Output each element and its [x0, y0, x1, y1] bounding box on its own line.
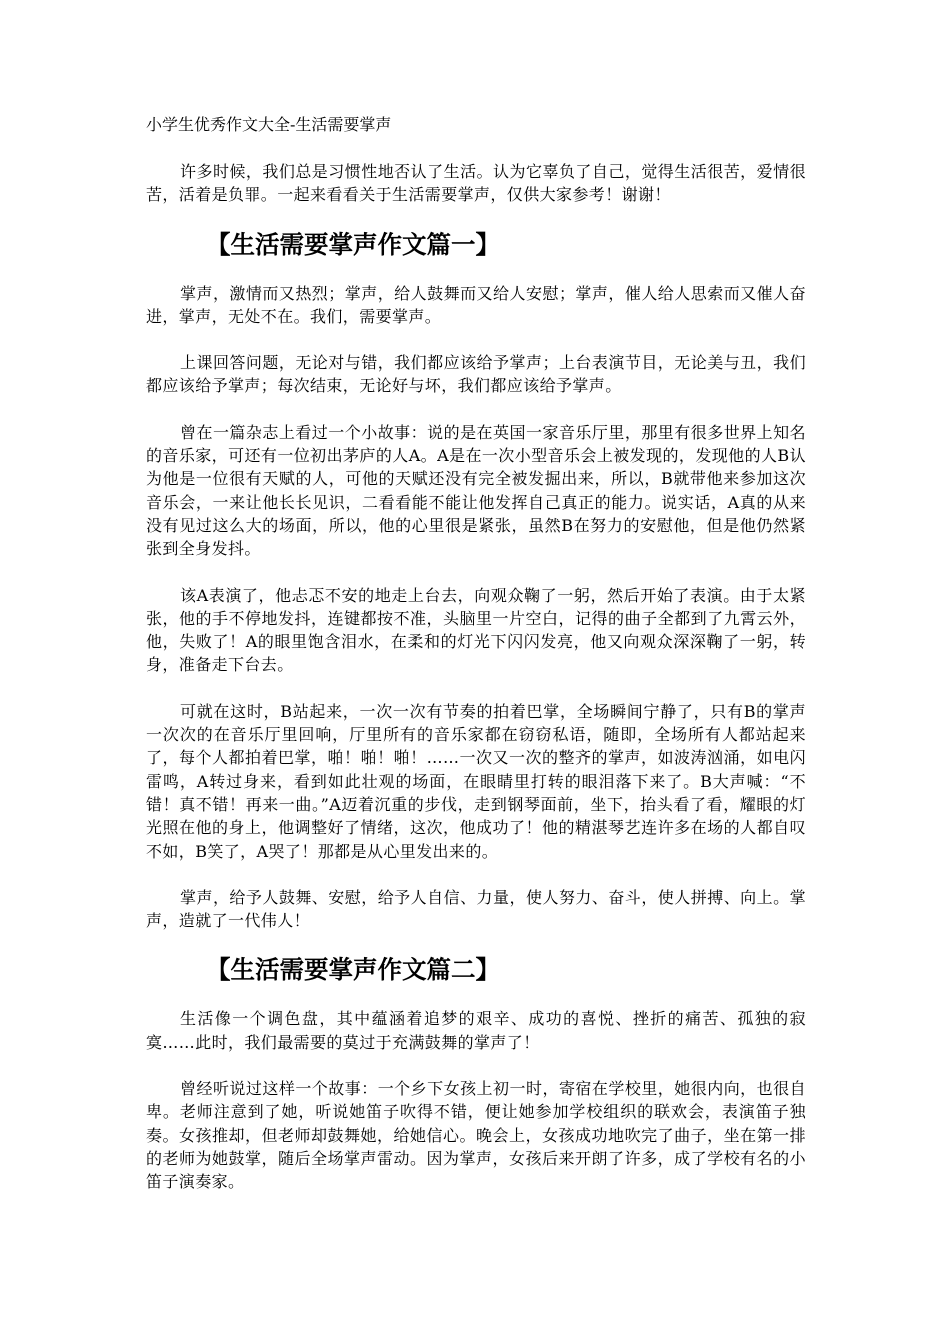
body-paragraph: 掌声，给予人鼓舞、安慰，给予人自信、力量，使人努力、奋斗，使人拼搏、向上。掌声，造就了一代伟人！ [146, 887, 806, 931]
body-paragraph: 上课回答问题，无论对与错，我们都应该给予掌声；上台表演节目，无论美与丑，我们都应该给予掌声；每次结束，无论好与坏，我们都应该给予掌声。 [146, 353, 806, 396]
body-paragraph: 该A表演了，他忐忑不安的地走上台去，向观众鞠了一躬，然后开始了表演。由于太紧张，他的手不停地发抖，连键都按不准，头脑里一片空白，记得的曲子全都到了九霄云外，他，失败了！A的眼里饱含泪水，在柔和的灯光下闪闪发亮，他又向观众深深鞠了一躬，转身，准备走下台去。 [146, 585, 806, 675]
intro-paragraph: 许多时候，我们总是习惯性地否认了生活。认为它辜负了自己，觉得生活很苦，爱情很苦，活着是负罪。一起来看看关于生活需要掌声，仅供大家参考！谢谢！ [146, 162, 806, 205]
section-two [146, 955, 806, 1193]
document-title: 小学生优秀作文大全-生活需要掌声 [146, 115, 392, 134]
body-paragraph: 曾在一篇杂志上看过一个小故事：说的是在英国一家音乐厅里，那里有很多世界上知名的音乐家，可还有一位初出茅庐的人A。A是在一次小型音乐会上被发现的，发现他的人B认为他是一位很有天赋的人，可他的天赋还没有完全被发掘出来，所以，B就带他来参加这次音乐会，一来让他长长见识，二看看能不能让他发挥自己真正的能力。说实话，A真的从来没有见过这么大的场面，所以，他的心里很是紧张，虽然B在努力的安慰他，但是他仍然紧张到全身发抖。 [146, 422, 806, 559]
section-one [146, 230, 806, 933]
body-paragraph: 可就在这时，B站起来，一次一次有节奏的拍着巴掌，全场瞬间宁静了，只有B的掌声一次次的在音乐厅里回响，厅里所有的音乐家都在窃窃私语，随即，全场所有人都站起来了，每个人都拍着巴掌，啪！啪！啪！……一次又一次的整齐的掌声，如波涛汹涌，如电闪雷鸣，A转过身来，看到如此壮观的场面，在眼睛里打转的眼泪落下来了。B大声喊：“不错！真不错！再来一曲。”A迈着沉重的步伐，走到钢琴面前，坐下，抬头看了看，耀眼的灯光照在他的身上，他调整好了情绪，这次，他成功了！他的精湛琴艺连许多在场的人都自叹不如，B笑了，A哭了！那都是从心里发出来的。 [146, 701, 806, 861]
body-paragraph: 曾经听说过这样一个故事：一个乡下女孩上初一时，寄宿在学校里，她很内向，也很自卑。老师注意到了她，听说她笛子吹得不错，便让她参加学校组织的联欢会，表演笛子独奏。女孩推却，但老师却鼓舞她，给她信心。晚会上，女孩成功地吹完了曲子，坐在第一排的老师为她鼓掌，随后全场掌声雷动。因为掌声，女孩后来开朗了许多，成了学校有名的小笛子演奏家。 [146, 1079, 806, 1192]
body-paragraph: 生活像一个调色盘，其中蕴涵着追梦的艰辛、成功的喜悦、挫折的痛苦、孤独的寂寞……此时，我们最需要的莫过于充满鼓舞的掌声了！ [146, 1009, 806, 1052]
section-heading: 【生活需要掌声作文篇二】 [206, 955, 500, 985]
document-page [146, 112, 806, 1217]
section-heading: 【生活需要掌声作文篇一】 [206, 229, 500, 259]
body-paragraph: 掌声，激情而又热烈；掌声，给人鼓舞而又给人安慰；掌声，催人给人思索而又催人奋进，掌声，无处不在。我们，需要掌声。 [146, 283, 806, 326]
